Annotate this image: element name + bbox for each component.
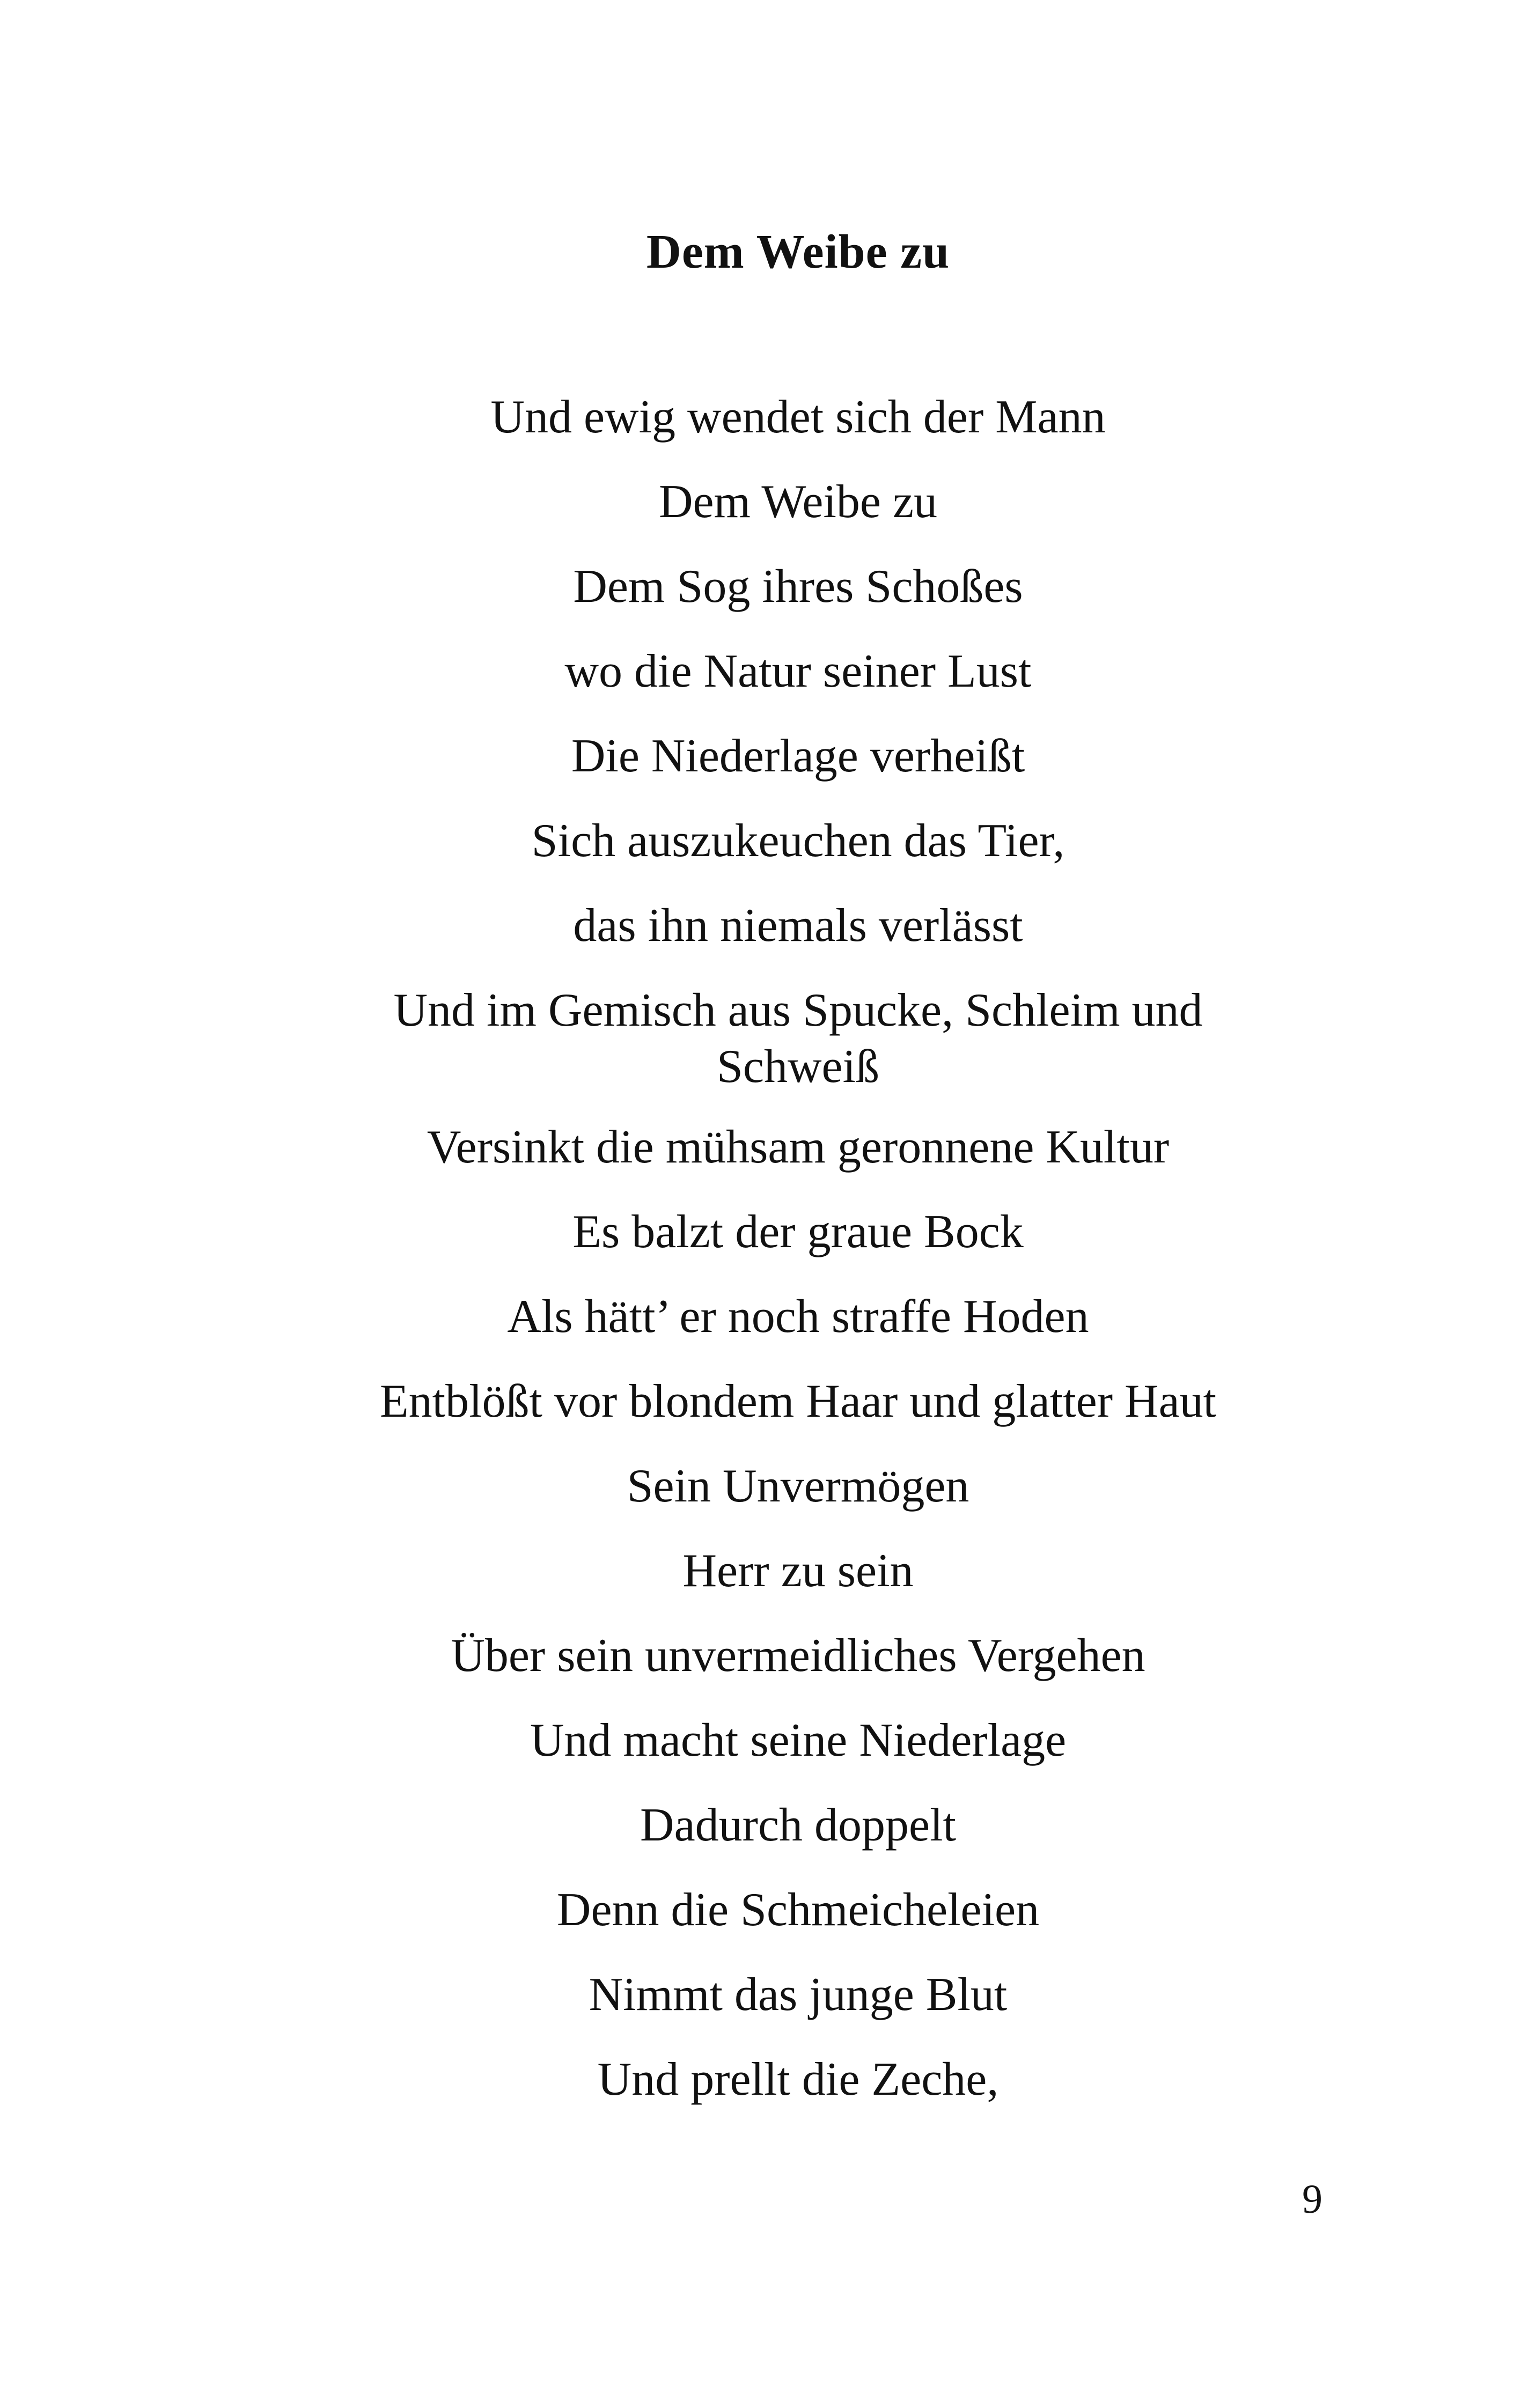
poem-line-text: Und im Gemisch aus Spucke, Schleim und Schweiß (393, 984, 1203, 1093)
poem-line: wo die Natur seiner Lust (564, 645, 1032, 697)
poem-line: Dadurch doppelt (640, 1799, 956, 1851)
poem-line: Nimmt das junge Blut (589, 1969, 1008, 2021)
poem-title: Dem Weibe zu (646, 225, 950, 278)
poem-line: Als hätt’ er noch straffe Hoden (507, 1291, 1089, 1343)
poem-line: Und ewig wendet sich der Mann (490, 391, 1106, 443)
poem-line: das ihn niemals verlässt (573, 900, 1023, 952)
poem-line: Die Niederlage verheißt (571, 730, 1025, 782)
poem-line (0, 982, 1521, 1095)
poem-line: Über sein unvermeidliches Vergehen (451, 1630, 1145, 1682)
poem-line: Und macht seine Niederlage (530, 1714, 1067, 1766)
poem-line: Denn die Schmeicheleien (556, 1884, 1040, 1936)
poem-line: Versinkt die mühsam geronnene Kultur (427, 1121, 1170, 1173)
poem-body (0, 389, 1521, 2136)
poem-line: Entblößt vor blondem Haar und glatter Haut (379, 1375, 1217, 1427)
poem-line: Herr zu sein (682, 1545, 914, 1597)
poem-line: Sich auszukeuchen das Tier, (531, 815, 1065, 867)
page-number: 9 (1302, 2177, 1322, 2222)
poem-line: Und prellt die Zeche, (597, 2053, 999, 2105)
poem-line: Dem Sog ihres Schoßes (573, 561, 1023, 613)
poem-line: Es balzt der graue Bock (572, 1206, 1024, 1258)
poem-line: Sein Unvermögen (627, 1460, 969, 1512)
poem-line: Dem Weibe zu (658, 476, 938, 528)
